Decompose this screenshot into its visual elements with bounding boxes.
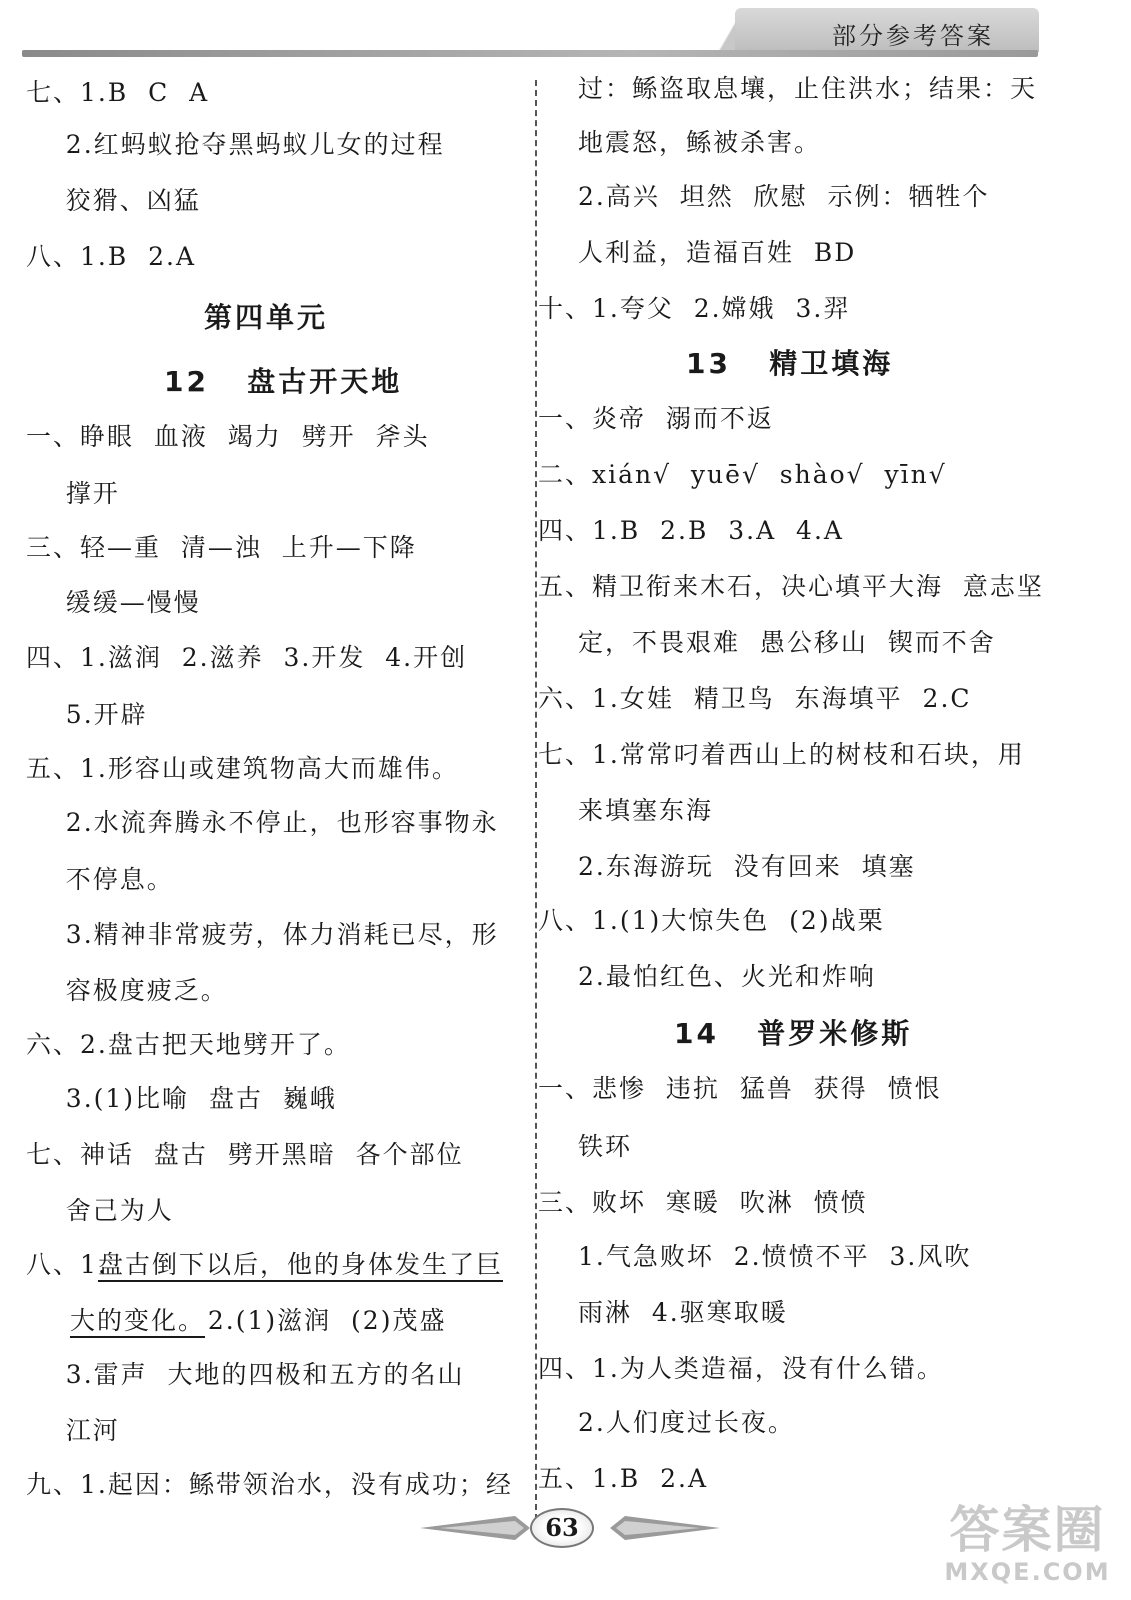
watermark-url: MXQE.COM: [944, 1558, 1111, 1586]
answer-line: 一、睁眼 血液 竭力 劈开 斧头: [26, 422, 430, 451]
answer-line: 四、1.滋润 2.滋养 3.开发 4.开创: [26, 643, 468, 672]
answer-line: 四、1.为人类造福，没有什么错。: [538, 1354, 944, 1383]
lesson-heading: 13 精卫填海: [686, 347, 894, 380]
answer-line: 来填塞东海: [578, 796, 714, 825]
answer-line: 缓缓—慢慢: [26, 588, 201, 617]
page-header-title: 部分参考答案: [832, 22, 994, 50]
answer-line: 3.雷声 大地的四极和五方的名山: [26, 1360, 465, 1389]
answer-line: 铁环: [578, 1132, 633, 1161]
answer-line: 七、1.B C A: [26, 78, 210, 107]
answer-line: 撑开: [26, 479, 120, 508]
answer-line: 一、炎帝 溺而不返: [538, 404, 774, 433]
answer-line: 过：鲧盗取息壤，止住洪水；结果：天: [578, 74, 1038, 103]
underlined-answer: 大的变化。: [70, 1306, 206, 1335]
answer-line: 三、轻—重 清—浊 上升—下降: [26, 533, 417, 562]
answer-line: 舍己为人: [26, 1196, 174, 1225]
answer-line: 三、败坏 寒暖 吹淋 愤愤: [538, 1188, 868, 1217]
answer-line: 八、1.: [26, 1250, 108, 1279]
answer-line: 八、1.B 2.A: [26, 242, 197, 271]
header-rule: [22, 50, 1038, 57]
answer-line: 七、1.常常叼着西山上的树枝和石块，用: [538, 740, 1025, 769]
answer-line: 一、悲惨 违抗 猛兽 获得 愤恨: [538, 1074, 942, 1103]
answer-line: 十、1.夸父 2.嫦娥 3.羿: [538, 294, 851, 323]
answer-line: 定，不畏艰难 愚公移山 锲而不舍: [578, 628, 996, 657]
answer-line: 2.(1)滋润 (2)茂盛: [188, 1306, 447, 1335]
answer-line: 1.气急败坏 2.愤愤不平 3.风吹: [578, 1242, 972, 1271]
answer-line: 五、1.形容山或建筑物高大而雄伟。: [26, 754, 459, 783]
answer-line: 六、2.盘古把天地劈开了。: [26, 1030, 351, 1059]
answer-line: 不停息。: [26, 865, 174, 894]
answer-line: 容极度疲乏。: [26, 976, 228, 1005]
lesson-heading: 14 普罗米修斯: [674, 1017, 913, 1050]
answer-line: 七、神话 盘古 劈开黑暗 各个部位: [26, 1140, 464, 1169]
answer-line: 2.红蚂蚁抢夺黑蚂蚁儿女的过程: [26, 130, 445, 159]
answer-line: 地震怒，鲧被杀害。: [578, 128, 822, 157]
answer-line: 2.最怕红色、火光和炸响: [578, 962, 876, 991]
answer-line: 2.人们度过长夜。: [578, 1408, 795, 1437]
answer-line: 3.精神非常疲劳，体力消耗已尽，形: [26, 920, 499, 949]
answer-line: 江河: [26, 1416, 120, 1445]
column-divider: [535, 80, 537, 1520]
answer-line: 5.开辟: [26, 700, 148, 729]
lesson-heading: 12 盘古开天地: [164, 365, 403, 398]
answer-line: 3.(1)比喻 盘古 巍峨: [26, 1084, 337, 1113]
watermark-logo: [930, 1490, 1125, 1595]
answer-line: 2.高兴 坦然 欣慰 示例：牺牲个: [578, 182, 990, 211]
answer-line: 五、1.B 2.A: [538, 1464, 709, 1493]
answer-line: 八、1.(1)大惊失色 (2)战栗: [538, 906, 885, 935]
answer-line: 九、1.起因：鲧带领治水，没有成功；经: [26, 1470, 513, 1499]
watermark-text: 答案圈: [949, 1501, 1106, 1559]
answer-line: 四、1.B 2.B 3.A 4.A: [538, 516, 844, 545]
answer-line: 六、1.女娃 精卫鸟 东海填平 2.C: [538, 684, 972, 713]
unit-heading: 第四单元: [204, 301, 329, 334]
answer-line: 2.水流奔腾永不停止，也形容事物永: [26, 808, 499, 837]
answer-line: 人利益，造福百姓 BD: [578, 238, 857, 267]
answer-line: 雨淋 4.驱寒取暖: [578, 1298, 788, 1327]
answer-line: 2.东海游玩 没有回来 填塞: [578, 852, 916, 881]
answer-line: 五、精卫衔来木石，决心填平大海 意志坚: [538, 572, 1044, 601]
answer-line: 狡猾、凶猛: [26, 186, 201, 215]
answer-line: 二、xián√ yuē√ shào√ yīn√: [538, 460, 947, 489]
underlined-answer: 盘古倒下以后，他的身体发生了巨: [98, 1250, 504, 1279]
page-number: 63: [530, 1508, 594, 1548]
